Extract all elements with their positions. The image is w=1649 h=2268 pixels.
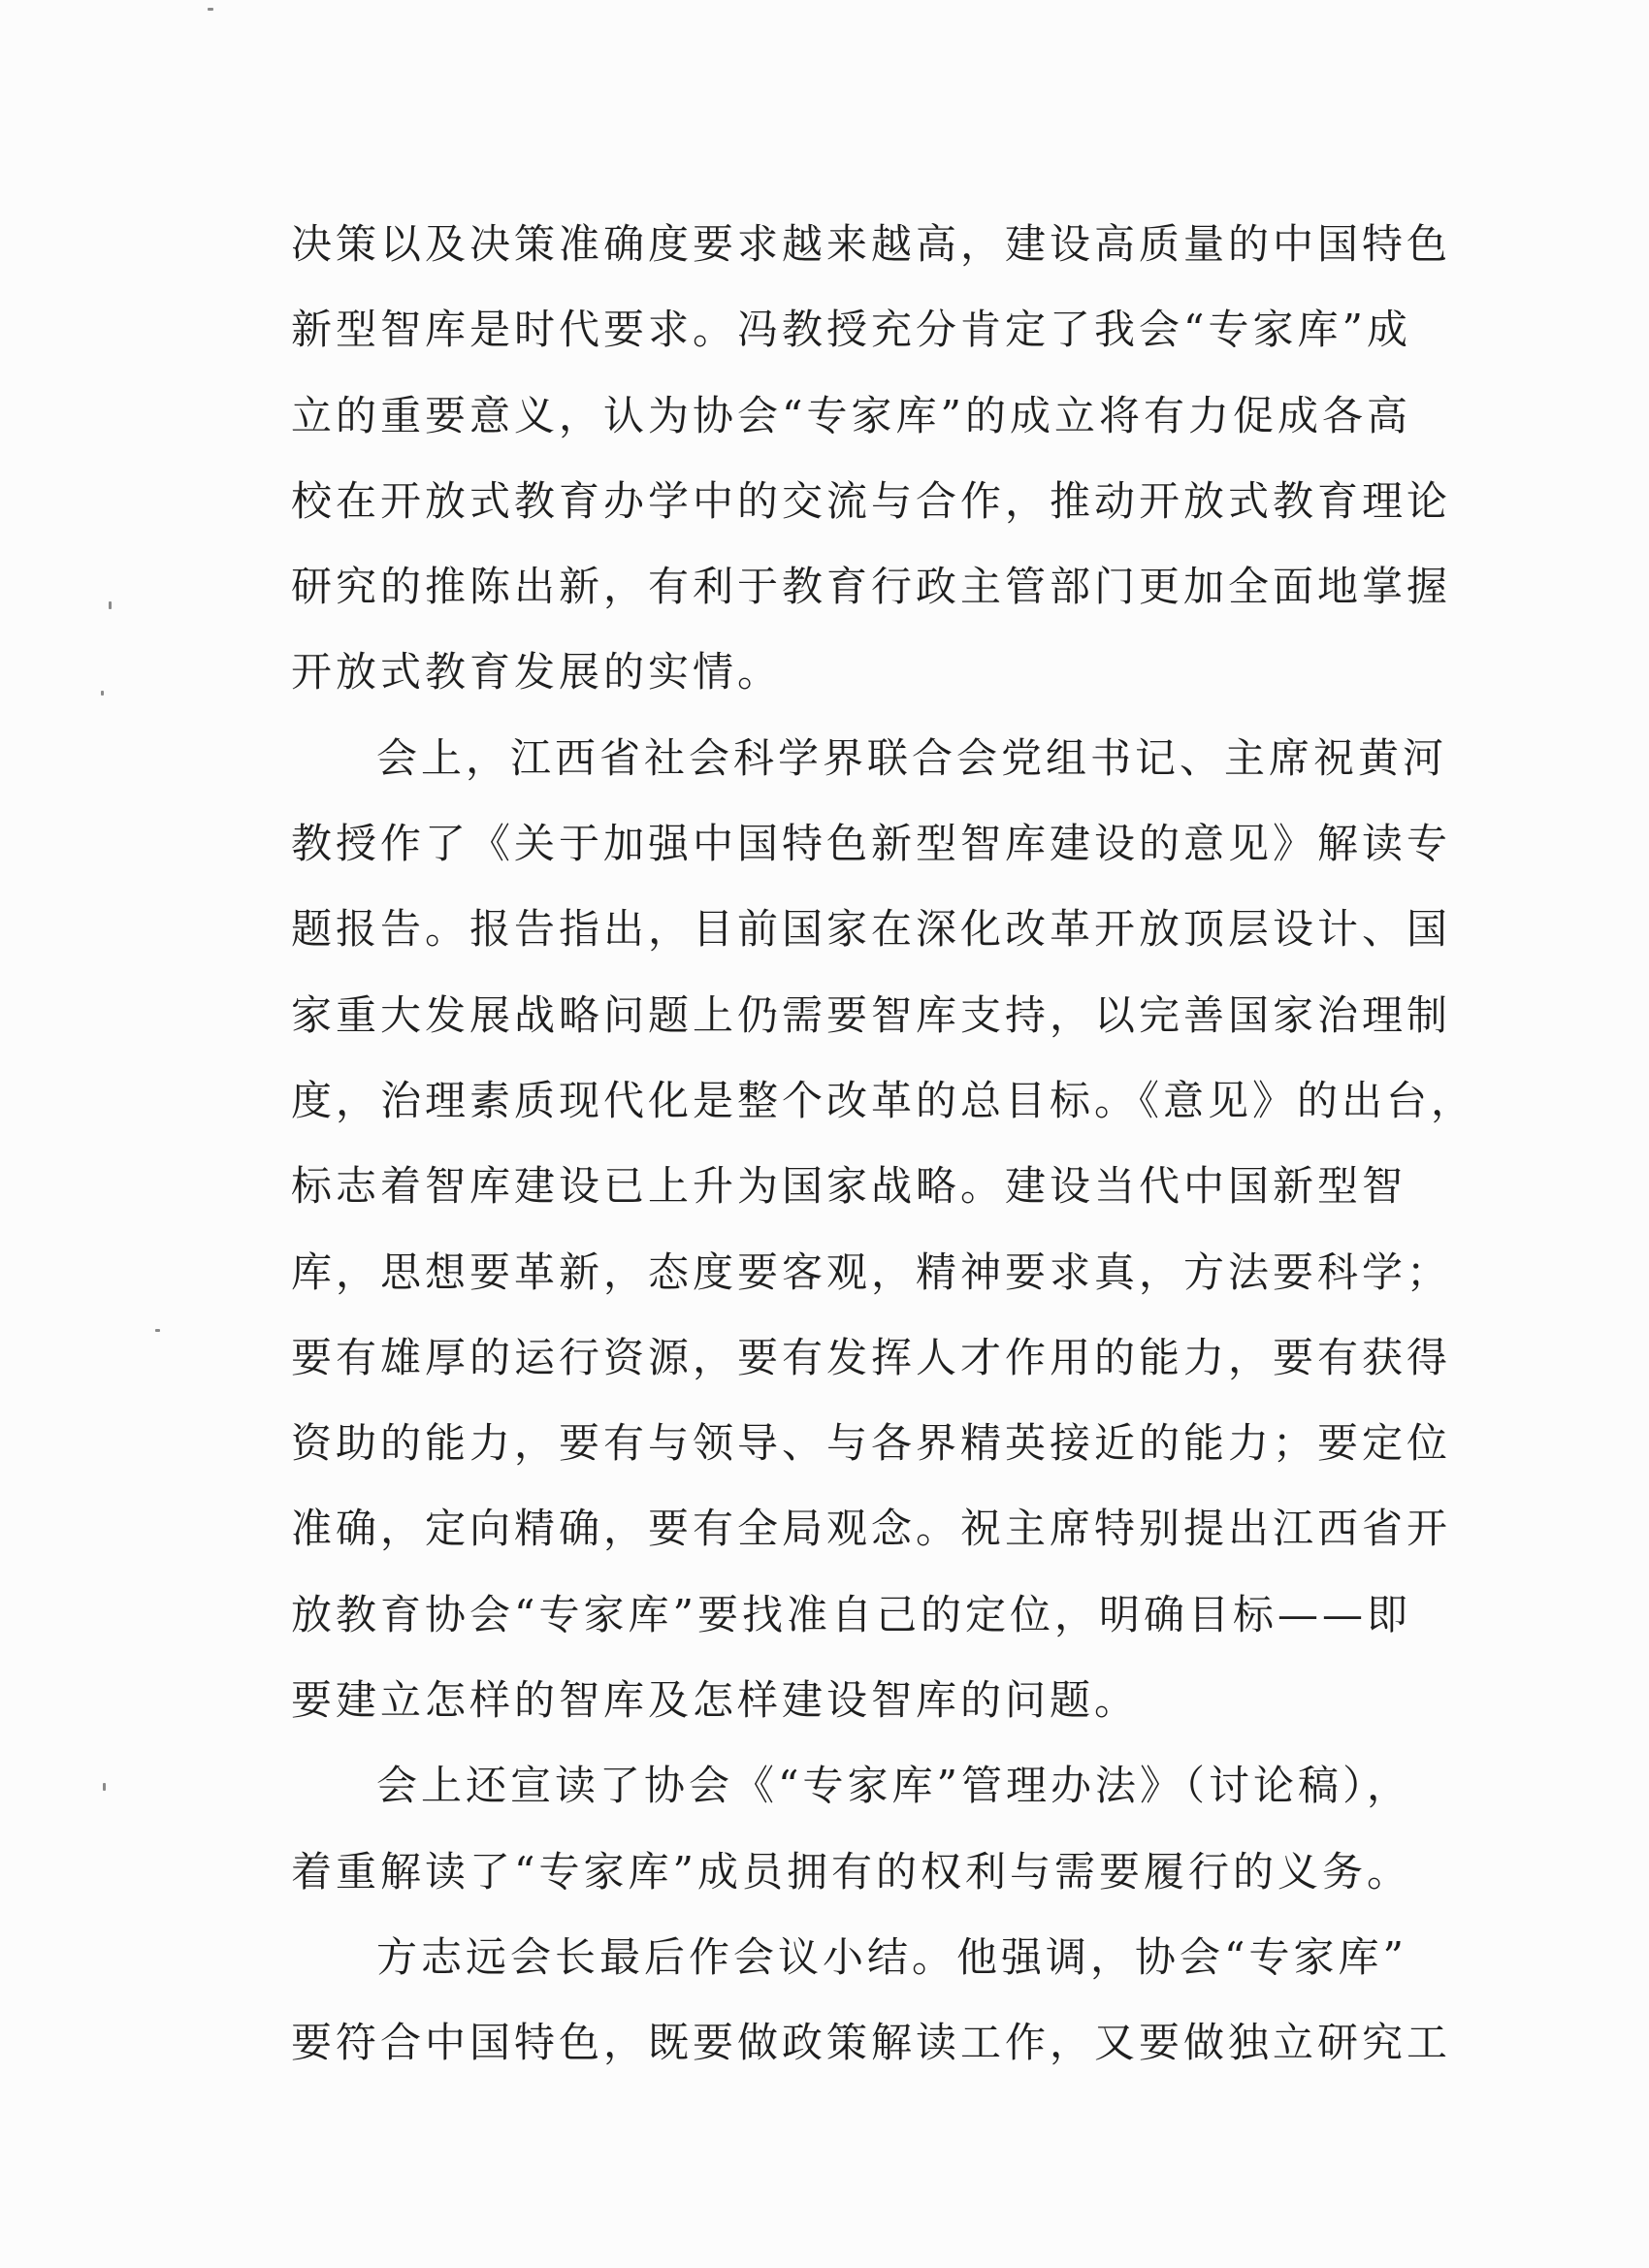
text-line: 开放式教育发展的实情。 bbox=[291, 648, 783, 697]
text-line: 题报告。报告指出，目前国家在深化改革开放顶层设计、国 bbox=[291, 905, 1452, 954]
text-line: 放教育协会“专家库”要找准自己的定位，明确目标——即 bbox=[291, 1590, 1411, 1638]
text-line: 决策以及决策准确度要求越来越高，建设高质量的中国特色 bbox=[291, 220, 1452, 268]
text-line: 库，思想要革新，态度要客观，精神要求真，方法要科学； bbox=[291, 1247, 1452, 1296]
text-line: 准确，定向精确，要有全局观念。祝主席特别提出江西省开 bbox=[291, 1505, 1452, 1553]
text-line: 要有雄厚的运行资源，要有发挥人才作用的能力，要有获得 bbox=[291, 1333, 1452, 1381]
scan-speck bbox=[103, 1783, 106, 1791]
text-line: 立的重要意义，认为协会“专家库”的成立将有力促成各高 bbox=[291, 391, 1411, 439]
paragraph-first-line: 会上，江西省社会科学界联合会党组书记、主席祝黄河 bbox=[376, 733, 1448, 782]
scan-speck bbox=[155, 1329, 160, 1332]
scan-speck bbox=[101, 691, 104, 696]
document-body bbox=[291, 202, 1476, 2087]
text-line: 着重解读了“专家库”成员拥有的权利与需要履行的义务。 bbox=[291, 1847, 1411, 1895]
text-line: 要符合中国特色，既要做政策解读工作，又要做独立研究工 bbox=[291, 2019, 1452, 2067]
text-line: 家重大发展战略问题上仍需要智库支持，以完善国家治理制 bbox=[291, 990, 1452, 1039]
scan-speck bbox=[208, 8, 213, 11]
text-line: 度，治理素质现代化是整个改革的总目标。《意见》的出台， bbox=[291, 1076, 1476, 1124]
text-line: 研究的推陈出新，有利于教育行政主管部门更加全面地掌握 bbox=[291, 563, 1452, 611]
text-line: 校在开放式教育办学中的交流与合作，推动开放式教育理论 bbox=[291, 476, 1452, 525]
scan-speck bbox=[109, 601, 112, 609]
paragraph-first-line: 会上还宣读了协会《“专家库”管理办法》（讨论稿）， bbox=[376, 1762, 1411, 1810]
text-line: 标志着智库建设已上升为国家战略。建设当代中国新型智 bbox=[291, 1162, 1407, 1211]
text-line: 要建立怎样的智库及怎样建设智库的问题。 bbox=[291, 1676, 1140, 1725]
text-line: 资助的能力，要有与领导、与各界精英接近的能力；要定位 bbox=[291, 1419, 1452, 1468]
paragraph-first-line: 方志远会长最后作会议小结。他强调，协会“专家库” bbox=[376, 1932, 1407, 1981]
text-line: 教授作了《关于加强中国特色新型智库建设的意见》解读专 bbox=[291, 820, 1452, 868]
text-line: 新型智库是时代要求。冯教授充分肯定了我会“专家库”成 bbox=[291, 306, 1411, 354]
